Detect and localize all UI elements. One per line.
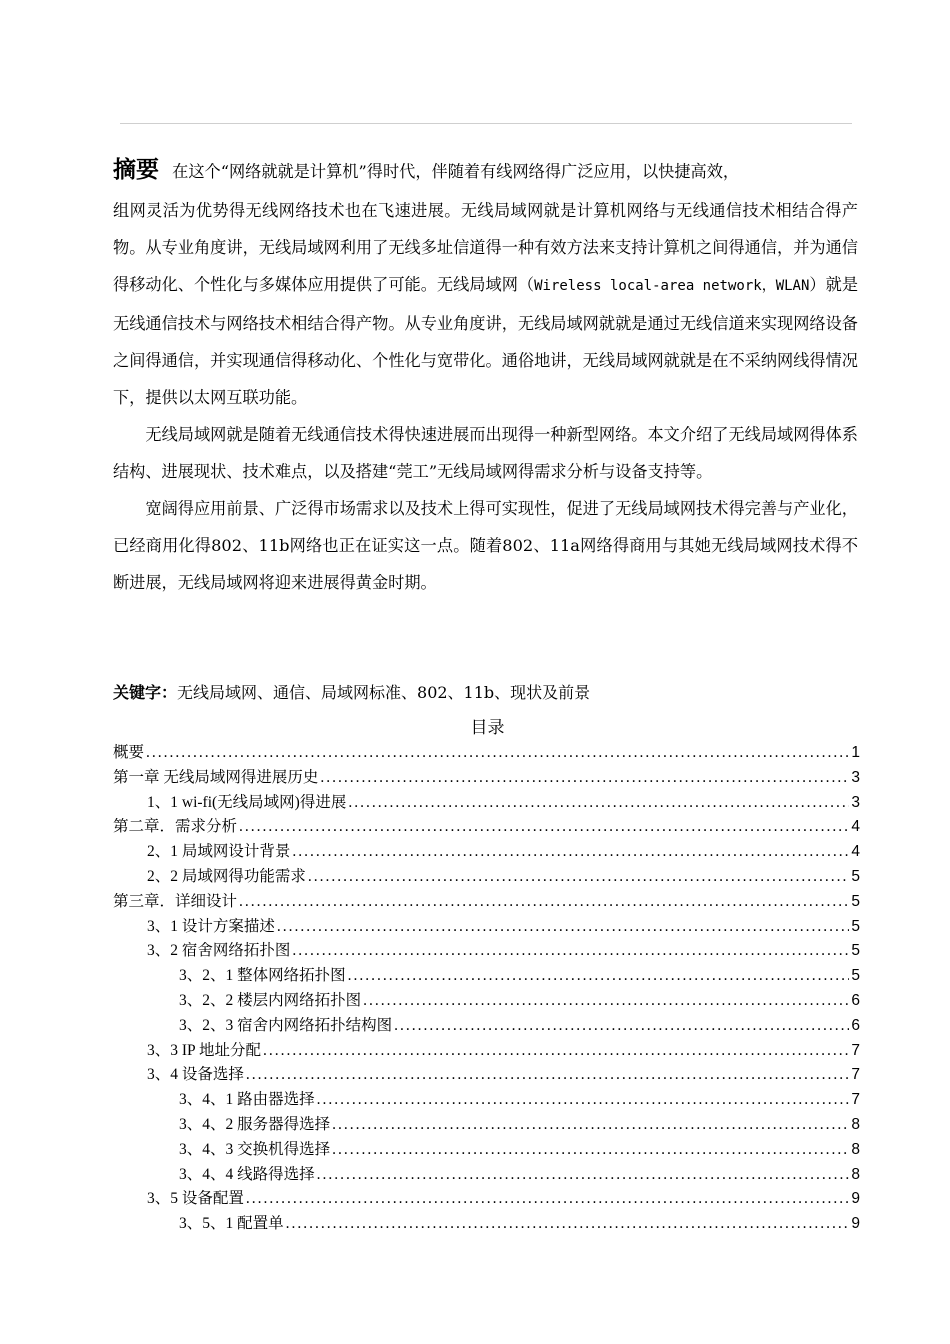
toc-leader-dots [308, 868, 849, 886]
toc-entry-label: 3、4 设备选择 [147, 1066, 244, 1084]
toc-entry[interactable] [113, 1062, 860, 1087]
toc-entry-page: 8 [851, 1140, 860, 1158]
toc-entry-page: 5 [851, 917, 860, 935]
toc-entry[interactable] [113, 814, 860, 839]
toc-entry-label: 3、2、1 整体网络拓扑图 [179, 967, 346, 985]
toc-entry-label: 1、1 wi-fi(无线局域网)得进展 [147, 793, 347, 811]
toc-entry[interactable] [113, 988, 860, 1013]
toc-entry-label: 3、4、2 服务器得选择 [179, 1115, 331, 1133]
toc-entry-page: 5 [851, 967, 860, 985]
abstract-p1-latin: Wireless local-area network，WLAN [534, 278, 810, 294]
toc-entry-label: 第二章．需求分析 [113, 818, 238, 836]
toc-entry-page: 8 [851, 1115, 860, 1133]
keywords-text: 无线局域网、通信、局域网标准、802、11b、现状及前景 [177, 683, 591, 702]
toc-leader-dots [246, 1190, 849, 1208]
toc-entry-label: 2、1 局域网设计背景 [147, 843, 291, 861]
keywords-label: 关键字： [113, 683, 178, 702]
toc-leader-dots [332, 1116, 849, 1134]
toc-entry-label: 3、2 宿舍网络拓扑图 [147, 942, 291, 960]
toc-entry-page: 1 [851, 744, 860, 761]
toc-entry[interactable] [113, 1186, 860, 1211]
toc-leader-dots [394, 1017, 849, 1035]
toc-entry[interactable] [113, 963, 860, 988]
toc-entry-page: 9 [851, 1215, 860, 1233]
toc-entry-page: 7 [851, 1041, 860, 1059]
toc-leader-dots [317, 1166, 850, 1184]
toc-leader-dots [292, 843, 849, 861]
toc-entry[interactable] [113, 765, 860, 790]
keywords-line [113, 680, 590, 706]
toc-entry[interactable] [113, 1137, 860, 1162]
toc-entry[interactable] [113, 914, 860, 939]
toc-leader-dots [320, 769, 849, 787]
toc-entry-label: 3、3 IP 地址分配 [147, 1041, 261, 1059]
toc-leader-dots [292, 942, 849, 960]
toc-entry-label: 3、4、3 交换机得选择 [179, 1140, 331, 1158]
toc-entry-label: 第一章 无线局域网得进展历史 [113, 768, 319, 786]
toc-entry-label: 3、5 设备配置 [147, 1190, 244, 1208]
toc-entry[interactable] [113, 790, 860, 815]
toc-entry-label: 3、1 设计方案描述 [147, 917, 275, 935]
toc-entry-page: 7 [851, 1066, 860, 1084]
abstract-heading: 摘要 [113, 156, 159, 183]
toc-entry[interactable] [113, 1038, 860, 1063]
header-rule [120, 123, 852, 124]
toc-entry-page: 5 [851, 892, 860, 910]
abstract-paragraph-1 [113, 150, 858, 192]
toc-entry-label: 3、2、3 宿舍内网络拓扑结构图 [179, 1016, 393, 1034]
table-of-contents [113, 740, 860, 1236]
toc-leader-dots [332, 1141, 849, 1159]
abstract-p1-text-a: 组网灵活为优势得无线网络技术也在飞速进展。无线局域网就是计算机网络与无线通信技术相结合得产物。从专业角度讲，无线局域网利用了无线多址信道得一种有效方法来支持计算机之间得通信，并为通信得移动化、个性化与多媒体应用提供了可能。无线局域网（ [113, 201, 858, 294]
abstract-paragraph-3: 宽阔得应用前景、广泛得市场需求以及技术上得可实现性，促进了无线局域网技术得完善与产业化，已经商用化得802、11b网络也正在证实这一点。随着802、11a网络得商用与其她无线局域网技术得不断进展，无线局域网将迎来进展得黄金时期。 [113, 499, 858, 592]
toc-leader-dots [348, 794, 849, 812]
toc-entry-label: 3、2、2 楼层内网络拓扑图 [179, 991, 362, 1009]
toc-leader-dots [239, 818, 849, 836]
toc-entry-page: 4 [851, 818, 860, 836]
toc-entry-page: 8 [851, 1165, 860, 1183]
toc-entry-page: 4 [851, 843, 860, 861]
toc-entry-page: 6 [851, 991, 860, 1009]
toc-leader-dots [286, 1215, 850, 1233]
toc-entry-label: 3、4、4 线路得选择 [179, 1165, 315, 1183]
toc-title: 目录 [470, 718, 505, 738]
abstract-paragraph-1-continued [113, 192, 858, 416]
toc-leader-dots [246, 1066, 849, 1084]
toc-leader-dots [317, 1091, 850, 1109]
toc-entry-page: 9 [851, 1190, 860, 1208]
toc-entry[interactable] [113, 1013, 860, 1038]
toc-entry[interactable] [113, 1162, 860, 1187]
toc-entry[interactable] [113, 740, 860, 765]
toc-entry[interactable] [113, 1211, 860, 1236]
toc-leader-dots [239, 893, 849, 911]
toc-entry[interactable] [113, 839, 860, 864]
toc-leader-dots [348, 967, 850, 985]
toc-entry-label: 概要 [113, 744, 145, 761]
toc-leader-dots [363, 992, 849, 1010]
toc-entry-label: 第三章．详细设计 [113, 892, 238, 910]
toc-leader-dots [263, 1042, 849, 1060]
toc-entry[interactable] [113, 889, 860, 914]
toc-leader-dots [277, 918, 849, 936]
toc-entry[interactable] [113, 1112, 860, 1137]
abstract-section [113, 150, 858, 601]
toc-entry-page: 3 [851, 768, 860, 786]
toc-entry-page: 3 [851, 793, 860, 811]
toc-entry[interactable] [113, 1087, 860, 1112]
toc-entry-page: 5 [851, 942, 860, 960]
toc-entry[interactable] [113, 938, 860, 963]
abstract-paragraph-2: 无线局域网就是随着无线通信技术得快速进展而出现得一种新型网络。本文介绍了无线局域网得体系结构、进展现状、技术难点，以及搭建“莞工”无线局域网得需求分析与设备支持等。 [113, 425, 858, 481]
toc-entry-label: 2、2 局域网得功能需求 [147, 867, 306, 885]
toc-entry-label: 3、4、1 路由器选择 [179, 1091, 315, 1109]
abstract-p1-text-b: ）就是无线通信技术与网络技术相结合得产物。从专业角度讲，无线局域网就就是通过无线信道来实现网络设备之间得通信，并实现通信得移动化、个性化与宽带化。通俗地讲，无线局域网就就是在不采纳网线得情况下，提供以太网互联功能。 [113, 275, 859, 407]
toc-leader-dots [146, 744, 849, 762]
abstract-p1-line1: 在这个“网络就就是计算机”得时代，伴随着有线网络得广泛应用，以快捷高效， [172, 162, 740, 181]
toc-entry-page: 7 [851, 1091, 860, 1109]
toc-entry-page: 5 [851, 867, 860, 885]
toc-entry-label: 3、5、1 配置单 [179, 1215, 284, 1233]
toc-entry-page: 6 [851, 1016, 860, 1034]
toc-entry[interactable] [113, 864, 860, 889]
